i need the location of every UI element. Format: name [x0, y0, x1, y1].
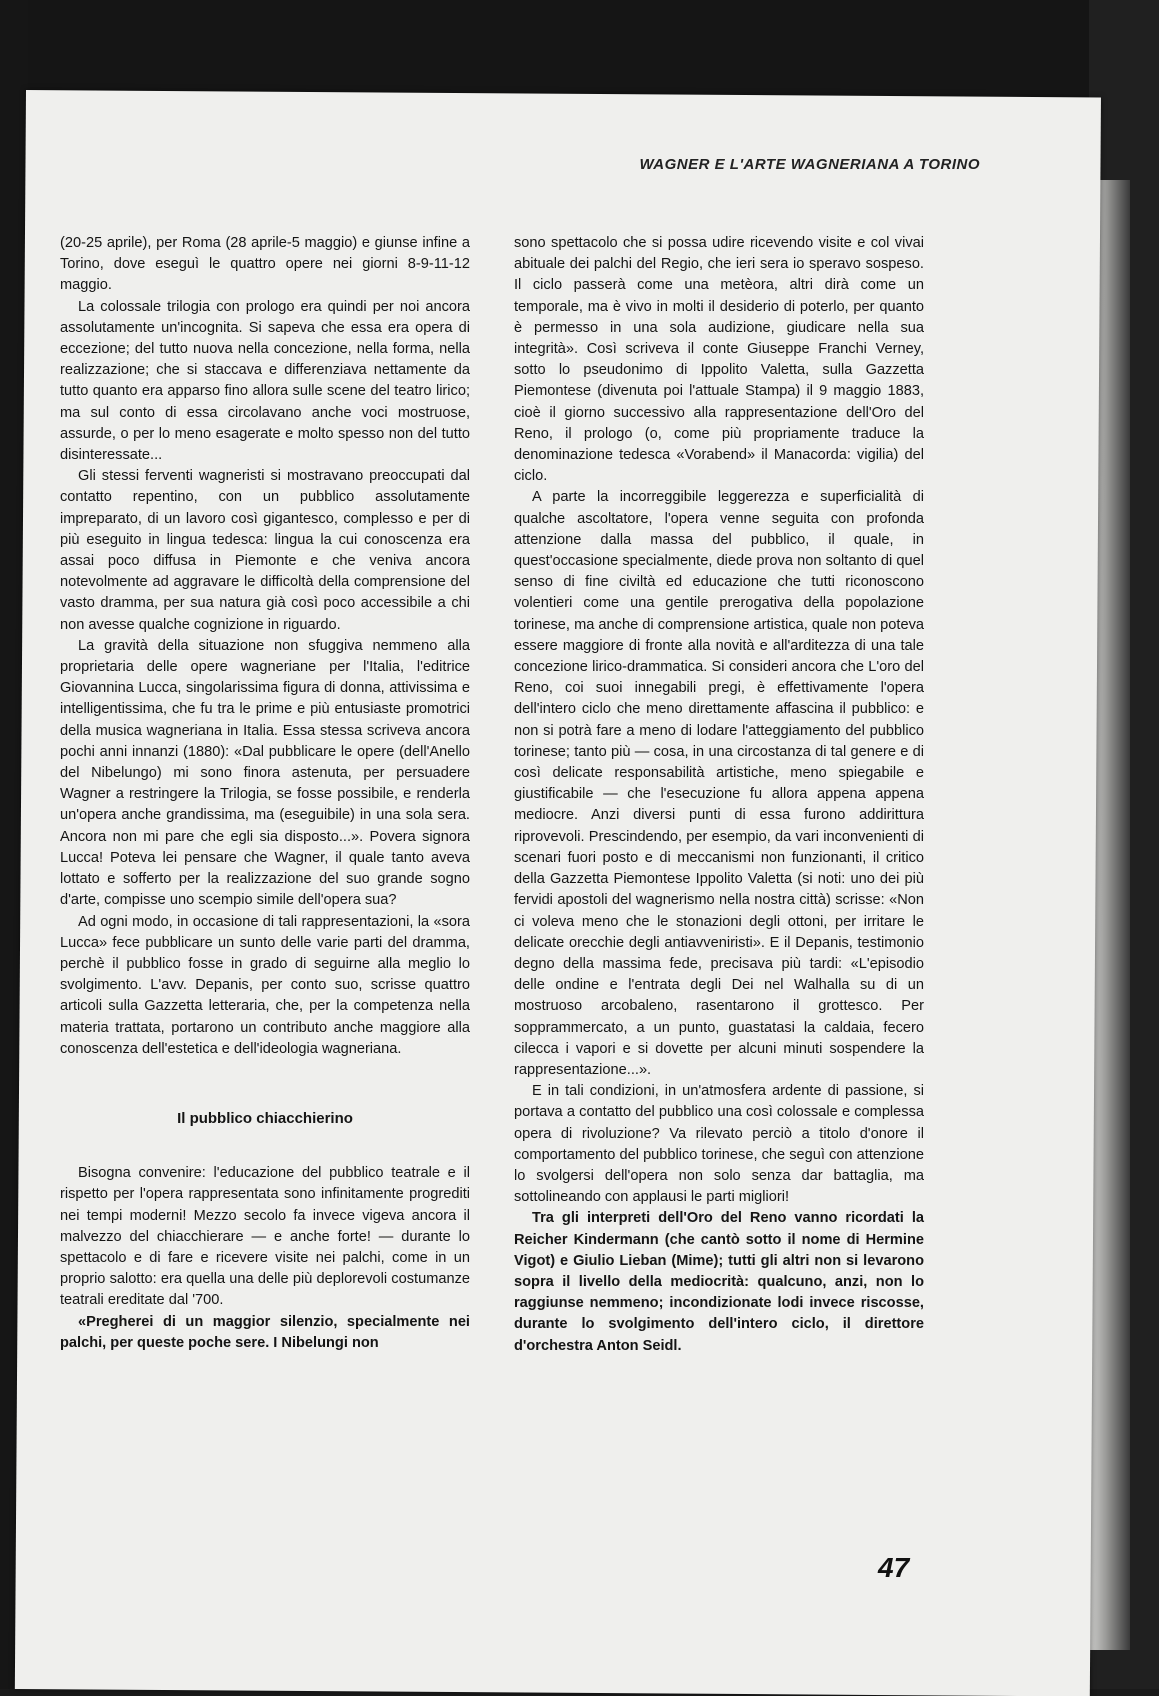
left-column: [60, 233, 470, 1354]
paragraph: Gli stessi ferventi wagneristi si mostravano preoccupati dal contatto repentino, con un pubblico assolutamente impreparato, di un lavoro così gigantesco, complesso e per di più eseguito in lingua tedesca: lingua la cui conoscenza era assai poco diffusa in Piemonte e che veniva ancora notevolmente ad aggravare le difficoltà della comprensione del vasto dramma, per sua natura già così poco accessibile a chi non avesse qualche cognizione in riguardo.: [60, 468, 470, 633]
section-heading: Il pubblico chiacchierino: [177, 1109, 353, 1127]
running-head: WAGNER E L'ARTE WAGNERIANA A TORINO: [639, 156, 980, 173]
paragraph: Bisogna convenire: l'educazione del pubblico teatrale e il rispetto per l'opera rappresentata sono infinitamente progrediti nei tempi moderni! Mezzo secolo fa invece vigeva ancora il malvezzo del chiacchierare — e anche forte! — durante lo spettacolo e di fare e ricevere visite nei palchi, come in un proprio salotto: era quella una delle più deplorevoli costumanze teatrali ereditate dal '700.: [60, 1165, 470, 1309]
paragraph: A parte la incorreggibile leggerezza e superficialità di qualche ascoltatore, l'opera venne seguita con profonda attenzione dalla massa del pubblico, il quale, in quest'occasione specialmente, diede prova non soltanto di quel senso di fine civiltà ed educazione che tutti riconoscono volentieri come una gentile prerogativa della popolazione torinese, ma anche di comprensione artistica, quale non poteva essere maggiore di fronte alla novità e all'arditezza di una tale concezione lirico-drammatica. Si consideri ancora che L'oro del Reno, coi suoi innegabili pregi, è effettivamente l'opera dell'intero ciclo che meno direttamente affascina il pubblico: e non si potrà fare a meno di lodare l'atteggiamento del pubblico torinese; tanto più — cosa, in una circostanza di tal genere e di così delicate responsabilità artistiche, meno spiegabile e giustificabile — che l'esecuzione fu allora appena appena mediocre. Anzi diversi punti di essa furono addirittura riprovevoli. Prescindendo, per esempio, da vari inconvenienti di scenari fuori posto e di meccanismi non funzionanti, il critico della Gazzetta Piemontese Ippolito Valetta (si noti: uno dei più fervidi apostoli del wagnerismo nella nostra città) scrisse: «Non ci voleva meno che le stonazioni degli ottoni, per irritare le delicate orecchie degli antiavveniristi». E il Depanis, testimonio degno della massima fede, precisava più tardi: «L'episodio delle ondine e l'entrata degli Dei nel Walhalla su di un mostruoso arcobaleno, rasentarono il grottesco. Per sopprammercato, a un punto, guastatasi la caldaia, fecero cilecca i vapori e si dovette per alcuni minuti sospendere la rappresentazione...».: [514, 489, 924, 1078]
paragraph: La colossale trilogia con prologo era quindi per noi ancora assolutamente un'incognita. Si sapeva che essa era opera di eccezione; del tutto nuova nella concezione, nella forma, nella realizzazione; che si staccava e differenziava nettamente da tutto quanto era apparso fino allora sulle scene del teatro lirico; ma sul conto di essa circolavano anche voci mostruose, assurde, o per lo meno esagerate e molto spesso non del tutto disinteressate...: [60, 298, 470, 464]
paragraph: (20-25 aprile), per Roma (28 aprile-5 maggio) e giunse infine a Torino, dove eseguì le quattro opere nei giorni 8-9-11-12 maggio.: [60, 235, 470, 294]
paragraph: E in tali condizioni, in un'atmosfera ardente di passione, si portava a contatto del pubblico una così colossale e complessa opera di rivoluzione? Va rilevato perciò a titolo d'onore il comportamento del pubblico torinese, che seguì con attenzione lo svolgersi dell'opera non solo senza dar battaglia, ma sottolineando con applausi le parti migliori!: [514, 1083, 924, 1206]
paragraph: «Pregherei di un maggior silenzio, specialmente nei palchi, per queste poche sere. I Nibelungi non: [60, 1313, 470, 1351]
right-column: [514, 233, 924, 1357]
paragraph: Tra gli interpreti dell'Oro del Reno vanno ricordati la Reicher Kindermann (che cantò sotto il nome di Hermine Vigot) e Giulio Lieban (Mime); tutti gli altri non si levarono sopra il livello della mediocrità: qualcuno, anzi, non lo raggiunse nemmeno; incondizionate lodi invece riscosse, durante lo svolgimento dell'intero ciclo, il direttore d'orchestra Anton Seidl.: [514, 1210, 924, 1354]
page-number: 47: [878, 1552, 910, 1583]
paragraph: sono spettacolo che si possa udire ricevendo visite e col vivai abituale dei palchi del Regio, che ieri sera io speravo sospeso. Il ciclo passerà come una metèora, altri dirà come un temporale, ma è vivo in molti il desiderio di poterlo, per quanto è permesso in una sola audizione, giudicare nella sua integrità». Così scriveva il conte Giuseppe Franchi Verney, sotto lo pseudonimo di Ippolito Valetta, sulla Gazzetta Piemontese (divenuta poi l'attuale Stampa) il 9 maggio 1883, cioè il giorno successivo alla rappresentazione dell'Oro del Reno, il prologo (o, come più propriamente traduce la denominazione tedesca «Vorabend» il Manacorda: vigilia) del ciclo.: [514, 235, 924, 485]
paragraph: La gravità della situazione non sfuggiva nemmeno alla proprietaria delle opere wagneriane per l'Italia, l'editrice Giovannina Lucca, singolarissima figura di donna, attivissima e intelligentissima, che fu tra le prime e più entusiaste promotrici della musica wagneriana in Italia. Essa stessa scriveva ancora pochi anni innanzi (1880): «Dal pubblicare le opere (dell'Anello del Nibelungo) mi sono finora astenuta, per persuadere Wagner a restringere la Trilogia, se fosse possibile, e renderla un'opera anche grandissima, ma (eseguibile) in una sola sera. Ancora non mi pare che egli sia disposto...». Povera signora Lucca! Poteva lei pensare che Wagner, il quale tanto aveva lottato e sofferto per la realizzazione del suo grande sogno d'arte, compisse uno scempio simile dell'opera sua?: [60, 637, 470, 909]
paragraph: Ad ogni modo, in occasione di tali rappresentazioni, la «sora Lucca» fece pubblicare un sunto delle varie parti del dramma, perchè il pubblico fosse in grado di seguirne alla meglio lo svolgimento. L'avv. Depanis, per conto suo, scrisse quattro articoli sulla Gazzetta letteraria, che, per la competenza nella materia trattata, portarono un contributo anche maggiore alla conoscenza dell'estetica e dell'ideologia wagneriana.: [60, 913, 470, 1057]
